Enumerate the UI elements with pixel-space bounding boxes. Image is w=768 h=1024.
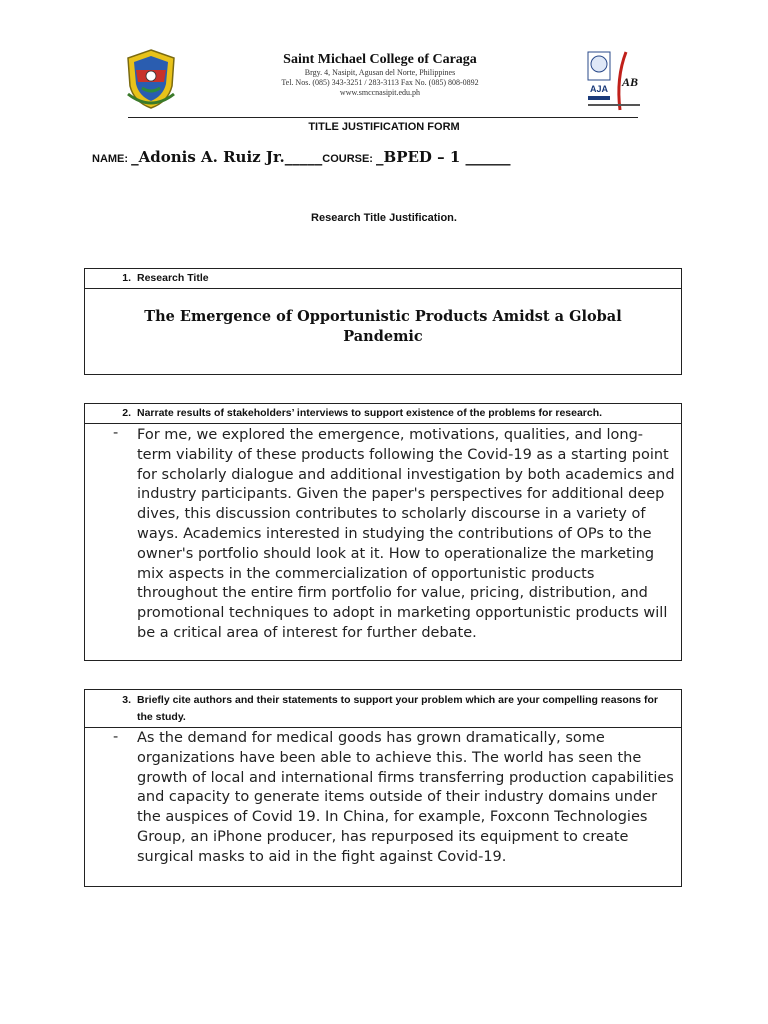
research-title-table bbox=[84, 268, 682, 375]
form-title: TITLE JUSTIFICATION FORM bbox=[308, 121, 460, 133]
stakeholder-interviews-table bbox=[84, 403, 682, 661]
name-label: NAME: bbox=[92, 153, 132, 165]
section-heading: Research Title Justification. bbox=[311, 212, 457, 224]
ab-logo-text: AB bbox=[621, 75, 639, 89]
section-label: Narrate results of stakeholders’ interviews to support existence of the problems for research. bbox=[137, 407, 603, 419]
interview-results-text: For me, we explored the emergence, motivations, qualities, and long-term viability of these products following the Covid-19 as a starting point for scholarly dialogue and additional investigation by both academics and industry participants. Given the paper's perspectives for additional deep dives, this discussion contributes to scholarly discourse in a variety of ways. Academics interested in studying the contributions of OPs to the owner's portfolio should look at it. How to operationalize the marketing mix aspects in the commercialization of opportunistic products throughout the entire firm portfolio for value, pricing, distribution, and promotional techniques to adopt in marketing opportunistic products will be a critical area of interest for further debate. bbox=[137, 427, 675, 641]
college-address: Brgy. 4, Nasipit, Agusan del Norte, Philippines bbox=[304, 68, 456, 77]
section-number: 2. bbox=[122, 407, 131, 419]
college-name: Saint Michael College of Caraga bbox=[283, 52, 477, 67]
course-label: COURSE: bbox=[322, 153, 377, 165]
name-value: _Adonis A. Ruiz Jr._____ bbox=[131, 148, 323, 166]
author-citations-text: As the demand for medical goods has grown dramatically, some organizations have been able to achieve this. The world has seen the growth of local and international firms transferring production capabilities and capacity to generate items outside of their industry domains under the auspices of Covid 19. In China, for example, Foxconn Technologies Group, an iPhone producer, has repurposed its equipment to create surgical masks to aid in the fight against Covid-19. bbox=[137, 730, 674, 865]
section-number: 1. bbox=[122, 272, 131, 284]
course-value: _BPED – 1 ______ bbox=[376, 148, 511, 166]
table-header bbox=[85, 690, 681, 728]
name-course-row bbox=[92, 148, 511, 167]
bullet-dash: - bbox=[113, 425, 119, 441]
bullet-dash: - bbox=[113, 729, 119, 745]
table-body bbox=[85, 424, 681, 644]
section-number: 3. bbox=[122, 694, 131, 706]
accreditation-logo bbox=[586, 48, 642, 114]
authors-citations-table bbox=[84, 689, 682, 887]
college-header bbox=[190, 52, 570, 98]
college-website: www.smccnasipit.edu.ph bbox=[339, 88, 421, 97]
section-label: Briefly cite authors and their statements to support your problem which are your compelling reasons for the study. bbox=[137, 694, 659, 723]
aja-logo-text: AJA bbox=[589, 84, 609, 94]
table-header bbox=[85, 404, 681, 424]
research-title-text: The Emergence of Opportunistic Products Amidst a Global Pandemic bbox=[144, 308, 622, 345]
table-body bbox=[85, 728, 681, 868]
college-seal-logo bbox=[124, 48, 178, 110]
header-divider bbox=[128, 117, 638, 118]
college-contact: Tel. Nos. (085) 343-3251 / 283-3113 Fax No. (085) 808-0892 bbox=[281, 78, 479, 87]
section-label: Research Title bbox=[137, 272, 209, 284]
table-header bbox=[85, 269, 681, 289]
